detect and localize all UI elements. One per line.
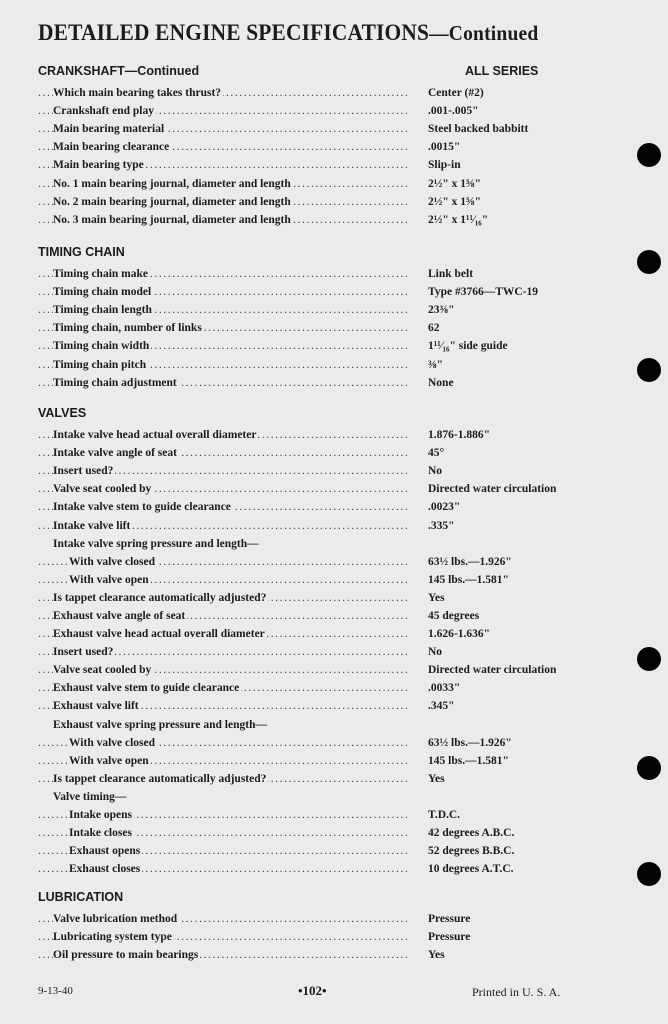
spec-label-text: Exhaust valve spring pressure and length— [53, 718, 267, 731]
spec-value: T.D.C. [428, 809, 461, 822]
spec-row [38, 462, 598, 480]
spec-value: Yes [428, 949, 445, 962]
page-title [38, 20, 538, 46]
spec-row [38, 643, 598, 661]
spec-value: Steel backed babbitt [428, 123, 529, 136]
spec-label-text: Valve seat cooled by [53, 664, 152, 677]
spec-row [38, 480, 598, 498]
spec-row [38, 770, 598, 788]
section-heading-text: CRANKSHAFT—Continued [38, 64, 200, 78]
spec-value: .345" [428, 700, 455, 713]
spec-label [38, 105, 412, 117]
spec-label-text: No. 2 main bearing journal, diameter and length [53, 195, 291, 208]
spec-label [38, 214, 412, 226]
spec-row [38, 842, 598, 860]
spec-label-text: Exhaust opens [69, 845, 141, 858]
binder-hole [637, 862, 661, 886]
spec-row [38, 337, 598, 355]
spec-section [38, 890, 598, 964]
spec-label-text: Intake opens [69, 809, 132, 822]
spec-row [38, 156, 598, 174]
spec-section [38, 64, 598, 229]
spec-label [38, 123, 412, 135]
spec-value: Directed water circulation [428, 664, 557, 677]
spec-row [38, 910, 598, 928]
spec-label-text: Intake valve head actual overall diameter [53, 429, 257, 442]
spec-label-text: Intake valve angle of seat [53, 447, 177, 460]
section-heading-text: VALVES [38, 406, 87, 420]
spec-value: Center (#2) [428, 87, 484, 100]
spec-row [38, 102, 598, 120]
spec-value: 52 degrees B.B.C. [428, 845, 515, 858]
spec-row [38, 174, 598, 192]
spec-label-text: Lubricating system type [53, 931, 172, 944]
spec-label [38, 483, 412, 495]
spec-value: 145 lbs.—1.581" [428, 754, 509, 767]
spec-row [38, 716, 598, 734]
spec-section [38, 245, 598, 392]
spec-label-text: Intake valve lift [53, 519, 131, 532]
spec-value: Link belt [428, 268, 474, 281]
spec-value: Pressure [428, 913, 471, 926]
spec-row [38, 516, 598, 534]
spec-value: None [428, 376, 454, 389]
spec-label [38, 286, 412, 298]
spec-label [38, 196, 412, 208]
spec-label [38, 628, 412, 640]
spec-value: No [428, 646, 443, 659]
spec-row [38, 553, 598, 571]
spec-label-text: Is tappet clearance automatically adjusted? [53, 591, 267, 604]
spec-row [38, 265, 598, 283]
spec-label-text: With valve closed [69, 736, 156, 749]
spec-row [38, 860, 598, 878]
spec-label [38, 755, 412, 767]
section-heading [38, 890, 598, 910]
binder-hole [637, 647, 661, 671]
spec-row [38, 535, 598, 553]
spec-value: 1¹¹⁄₁₆" side guide [428, 340, 508, 353]
spec-value: Yes [428, 772, 445, 785]
spec-value: 2½" x 1¹¹⁄₁₆" [428, 213, 489, 226]
spec-row [38, 138, 598, 156]
spec-label [38, 304, 412, 316]
spec-row [38, 661, 598, 679]
spec-row [38, 283, 598, 301]
spec-label [38, 719, 412, 731]
spec-value: 1.626-1.636" [428, 628, 490, 641]
spec-label-text: Oil pressure to main bearings [53, 949, 199, 962]
spec-label-text: No. 3 main bearing journal, diameter and length [53, 213, 291, 226]
spec-row [38, 319, 598, 337]
spec-label-text: Timing chain width [53, 340, 150, 353]
spec-value: Slip-in [428, 159, 461, 172]
spec-value: 2½" x 1⅝" [428, 177, 482, 190]
spec-row [38, 571, 598, 589]
spec-label [38, 447, 412, 459]
spec-label-text: Valve lubrication method [53, 913, 178, 926]
spec-value: Type #3766—TWC-19 [428, 286, 538, 299]
binder-hole [637, 358, 661, 382]
spec-label-text: Timing chain length [53, 304, 152, 317]
footer-date: 9-13-40 [38, 985, 73, 997]
spec-label [38, 827, 412, 839]
spec-label-text: With valve open [69, 754, 149, 767]
spec-label-text: With valve closed [69, 555, 156, 568]
spec-row [38, 752, 598, 770]
binder-hole [637, 143, 661, 167]
spec-value: 45 degrees [428, 609, 480, 622]
spec-row [38, 607, 598, 625]
spec-label-text: Exhaust valve angle of seat [53, 609, 186, 622]
spec-label [38, 931, 412, 943]
spec-row [38, 498, 598, 516]
spec-label [38, 87, 412, 99]
spec-label [38, 538, 412, 550]
spec-label [38, 737, 412, 749]
spec-label [38, 359, 412, 371]
spec-value: 63½ lbs.—1.926" [428, 555, 512, 568]
spec-row [38, 824, 598, 842]
spec-value: .0015" [428, 141, 461, 154]
section-heading-text: TIMING CHAIN [38, 245, 125, 259]
spec-label [38, 501, 412, 513]
spec-row [38, 806, 598, 824]
spec-row [38, 355, 598, 373]
spec-label [38, 682, 412, 694]
spec-row [38, 444, 598, 462]
spec-label-text: Exhaust valve head actual overall diameter [53, 628, 265, 641]
section-heading-text: LUBRICATION [38, 890, 124, 904]
spec-label [38, 574, 412, 586]
spec-row [38, 589, 598, 607]
spec-label [38, 610, 412, 622]
spec-label-text: Timing chain model [53, 286, 152, 299]
title-main: DETAILED ENGINE SPECIFICATIONS [38, 20, 430, 45]
spec-label [38, 268, 412, 280]
spec-row [38, 946, 598, 964]
spec-label-text: Timing chain pitch [53, 358, 147, 371]
spec-label-text: Which main bearing takes thrust? [53, 87, 222, 100]
spec-row [38, 697, 598, 715]
spec-value: 63½ lbs.—1.926" [428, 736, 512, 749]
spec-label-text: Main bearing clearance [53, 141, 170, 154]
spec-value: 2½" x 1⅝" [428, 195, 482, 208]
spec-row [38, 734, 598, 752]
spec-label-text: Exhaust valve stem to guide clearance [53, 682, 240, 695]
spec-value: Yes [428, 591, 445, 604]
spec-label [38, 556, 412, 568]
spec-label [38, 791, 412, 803]
spec-label [38, 845, 412, 857]
spec-label [38, 520, 412, 532]
spec-row [38, 788, 598, 806]
spec-label-text: Exhaust valve lift [53, 700, 139, 713]
spec-value: Pressure [428, 931, 471, 944]
footer-printed: Printed in U. S. A. [472, 985, 561, 999]
binder-hole [637, 756, 661, 780]
spec-label [38, 159, 412, 171]
spec-label [38, 863, 412, 875]
spec-label-text: Timing chain make [53, 268, 148, 281]
spec-label-text: Insert used? [53, 646, 114, 659]
spec-value: Directed water circulation [428, 483, 557, 496]
spec-value: .0033" [428, 682, 461, 695]
spec-label [38, 809, 412, 821]
spec-value: 10 degrees A.T.C. [428, 863, 514, 876]
spec-label [38, 773, 412, 785]
spec-label-text: Is tappet clearance automatically adjusted? [53, 772, 267, 785]
spec-row [38, 211, 598, 229]
spec-value: No [428, 465, 443, 478]
title-suffix: —Continued [429, 21, 539, 45]
spec-label [38, 429, 412, 441]
page-number: •102• [298, 983, 327, 998]
spec-label-text: Exhaust closes [69, 863, 141, 876]
spec-row [38, 928, 598, 946]
spec-row [38, 426, 598, 444]
series-label: ALL SERIES [465, 64, 539, 78]
section-heading [38, 245, 598, 265]
spec-label [38, 592, 412, 604]
spec-label [38, 949, 412, 961]
spec-value: .335" [428, 519, 455, 532]
spec-label-text: Intake closes [69, 827, 132, 840]
spec-label [38, 377, 412, 389]
spec-label [38, 322, 412, 334]
spec-row [38, 84, 598, 102]
spec-value: 45° [428, 447, 445, 460]
spec-label [38, 141, 412, 153]
spec-section [38, 406, 598, 878]
spec-label [38, 913, 412, 925]
spec-value: 145 lbs.—1.581" [428, 573, 509, 586]
spec-value: .001-.005" [428, 105, 479, 118]
spec-label [38, 465, 412, 477]
spec-label-text: Valve seat cooled by [53, 483, 152, 496]
spec-label [38, 178, 412, 190]
spec-label [38, 646, 412, 658]
spec-label-text: Insert used? [53, 465, 114, 478]
spec-label-text: With valve open [69, 573, 149, 586]
spec-label-text: No. 1 main bearing journal, diameter and length [53, 177, 291, 190]
spec-value: ⅜" [428, 358, 444, 371]
spec-label-text: Main bearing material [53, 123, 165, 136]
spec-label [38, 700, 412, 712]
spec-value: 62 [428, 322, 440, 335]
spec-row [38, 120, 598, 138]
spec-label-text: Crankshaft end play [53, 105, 154, 118]
spec-value: 1.876-1.886" [428, 429, 490, 442]
spec-row [38, 625, 598, 643]
spec-value: 42 degrees A.B.C. [428, 827, 515, 840]
binder-hole [637, 250, 661, 274]
spec-value: 23⅜" [428, 304, 455, 317]
spec-label [38, 664, 412, 676]
spec-label-text: Valve timing— [53, 790, 127, 803]
spec-label [38, 340, 412, 352]
section-heading [38, 64, 598, 84]
spec-label-text: Intake valve stem to guide clearance [53, 501, 231, 514]
spec-value: .0023" [428, 501, 461, 514]
spec-label-text: Main bearing type [53, 159, 144, 172]
spec-row [38, 374, 598, 392]
spec-label-text: Timing chain adjustment [53, 376, 177, 389]
spec-row [38, 679, 598, 697]
section-heading [38, 406, 598, 426]
spec-label-text: Intake valve spring pressure and length— [53, 537, 259, 550]
spec-row [38, 301, 598, 319]
spec-label-text: Timing chain, number of links [53, 322, 202, 335]
spec-row [38, 193, 598, 211]
